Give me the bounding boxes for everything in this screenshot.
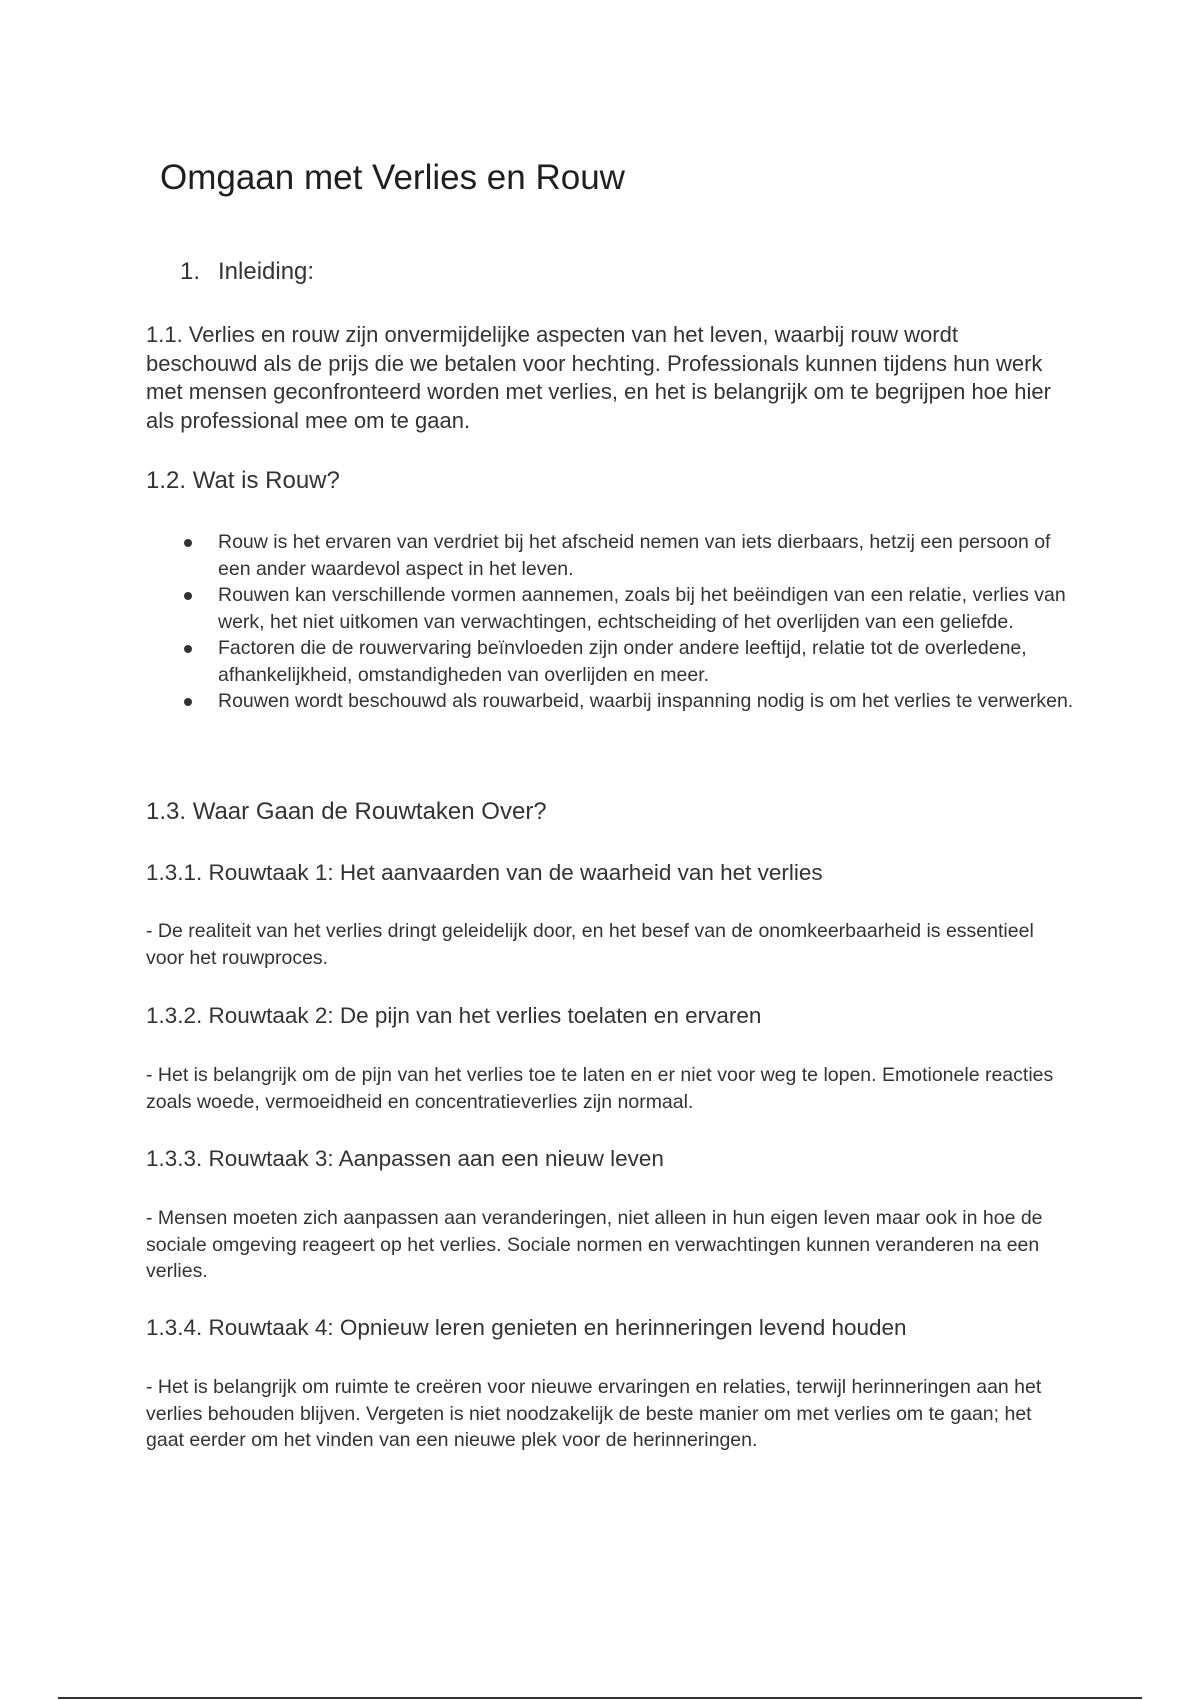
heading-1-3: 1.3. Waar Gaan de Rouwtaken Over? xyxy=(146,798,547,825)
bullet-icon xyxy=(184,592,192,600)
task-1-heading: 1.3.1. Rouwtaak 1: Het aanvaarden van de waarheid van het verlies xyxy=(146,860,823,885)
list-item xyxy=(180,582,1080,635)
task-3-heading: 1.3.3. Rouwtaak 3: Aanpassen aan een nieuw leven xyxy=(146,1146,664,1171)
bullet-list-1-2 xyxy=(180,529,1080,715)
task-1-text: - De realiteit van het verlies dringt geleidelijk door, en het besef van de onomkeerbaarheid is essentieel voor het rouwproces. xyxy=(146,920,1034,969)
intro-heading-label: Inleiding: xyxy=(218,258,315,285)
task-3-text: - Mensen moeten zich aanpassen aan veranderingen, niet alleen in hun eigen leven maar ook in hoe de sociale omgeving reageert op het verlies. Sociale normen en verwachtingen kunnen veranderen na een verlies. xyxy=(146,1207,1043,1282)
document-title: Omgaan met Verlies en Rouw xyxy=(160,158,625,197)
list-item xyxy=(180,635,1080,688)
list-item-text: Rouwen kan verschillende vormen aannemen, zoals bij het beëindigen van een relatie, verlies van werk, het niet uitkomen van verwachtingen, echtscheiding of het overlijden van een geliefde. xyxy=(218,584,1066,633)
list-item xyxy=(180,688,1080,715)
list-item xyxy=(180,529,1080,582)
task-4-text: - Het is belangrijk om ruimte te creëren voor nieuwe ervaringen en relaties, terwijl herinneringen aan het verlies behouden blijven. Vergeten is niet noodzakelijk de beste manier om met verlies om te gaan; het gaat eerder om het vinden van een nieuwe plek voor de herinneringen. xyxy=(146,1376,1042,1451)
list-item-text: Factoren die de rouwervaring beïnvloeden zijn onder andere leeftijd, relatie tot de overledene, afhankelijkheid, omstandigheden van overlijden en meer. xyxy=(218,637,1027,686)
bullet-icon xyxy=(184,698,192,706)
task-2-text: - Het is belangrijk om de pijn van het verlies toe te laten en er niet voor weg te lopen. Emotionele reacties zoals woede, vermoeidheid en concentratieverlies zijn normaal. xyxy=(146,1064,1054,1113)
task-2-heading: 1.3.2. Rouwtaak 2: De pijn van het verlies toelaten en ervaren xyxy=(146,1003,762,1028)
paragraph-1-1: 1.1. Verlies en rouw zijn onvermijdelijke aspecten van het leven, waarbij rouw wordt beschouwd als de prijs die we betalen voor hechting. Professionals kunnen tijdens hun werk met mensen geconfronteerd worden met verlies, en het is belangrijk om te begrijpen hoe hier als professional mee om te gaan. xyxy=(146,322,1051,433)
intro-heading xyxy=(180,258,314,286)
intro-heading-number: 1. xyxy=(180,258,201,285)
task-4-heading: 1.3.4. Rouwtaak 4: Opnieuw leren genieten en herinneringen levend houden xyxy=(146,1315,907,1340)
bullet-icon xyxy=(184,539,192,547)
list-item-text: Rouwen wordt beschouwd als rouwarbeid, waarbij inspanning nodig is om het verlies te verwerken. xyxy=(218,690,1074,712)
list-item-text: Rouw is het ervaren van verdriet bij het afscheid nemen van iets dierbaars, hetzij een persoon of een ander waardevol aspect in het leven. xyxy=(218,531,1051,580)
bullet-icon xyxy=(184,645,192,653)
page-bottom-divider xyxy=(58,1697,1142,1699)
heading-1-2: 1.2. Wat is Rouw? xyxy=(146,467,340,494)
